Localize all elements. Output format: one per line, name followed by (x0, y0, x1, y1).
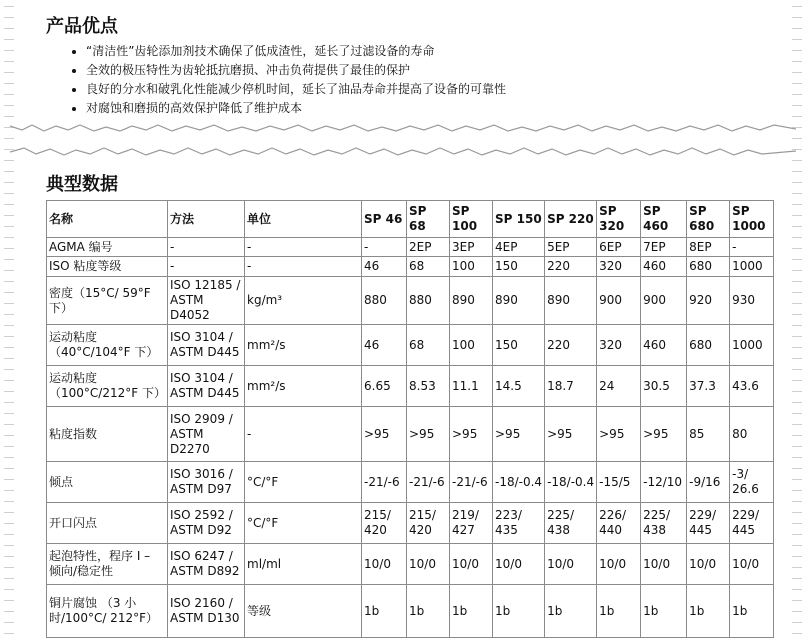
value-cell: 226/ 440 (597, 503, 641, 544)
value-cell: 68 (407, 325, 450, 366)
value-cell: 930 (730, 277, 774, 325)
value-cell: 1b (362, 585, 407, 638)
value-cell: 215/ 420 (362, 503, 407, 544)
value-cell: -15/5 (597, 462, 641, 503)
row-label: 起泡特性，程序 I – 倾向/稳定性 (47, 544, 168, 585)
column-header: 方法 (168, 201, 245, 238)
value-cell: 320 (597, 325, 641, 366)
column-header: 名称 (47, 201, 168, 238)
value-cell: 225/ 438 (641, 503, 687, 544)
method-cell: ISO 6247 / ASTM D892 (168, 544, 245, 585)
value-cell: 10/0 (362, 544, 407, 585)
method-cell: ISO 2592 / ASTM D92 (168, 503, 245, 544)
value-cell: 150 (493, 325, 545, 366)
value-cell: >95 (362, 407, 407, 462)
value-cell: 68 (407, 257, 450, 277)
value-cell: -12/10 (641, 462, 687, 503)
unit-cell: 等级 (245, 585, 362, 638)
value-cell: 10/0 (407, 544, 450, 585)
value-cell: 150 (493, 257, 545, 277)
value-cell: 6.65 (362, 366, 407, 407)
value-cell: 890 (450, 277, 493, 325)
value-cell: 10/0 (687, 544, 730, 585)
value-cell: - (362, 238, 407, 257)
value-cell: 10/0 (450, 544, 493, 585)
value-cell: 223/ 435 (493, 503, 545, 544)
value-cell: -18/-0.4 (545, 462, 597, 503)
unit-cell: °C/°F (245, 503, 362, 544)
value-cell: 2EP (407, 238, 450, 257)
value-cell: -9/16 (687, 462, 730, 503)
unit-cell: mm²/s (245, 366, 362, 407)
left-border-decoration (4, 0, 14, 644)
advantages-list (66, 42, 506, 118)
value-cell: 460 (641, 257, 687, 277)
advantage-item: • 对腐蚀和磨损的高效保护降低了维护成本 (86, 99, 506, 118)
value-cell: 229/ 445 (687, 503, 730, 544)
value-cell: 10/0 (493, 544, 545, 585)
value-cell: 220 (545, 257, 597, 277)
table-header-row (47, 201, 774, 238)
column-header: SP 46 (362, 201, 407, 238)
value-cell: 100 (450, 325, 493, 366)
value-cell: 680 (687, 257, 730, 277)
value-cell: 14.5 (493, 366, 545, 407)
unit-cell: - (245, 257, 362, 277)
value-cell: 8.53 (407, 366, 450, 407)
value-cell: 220 (545, 325, 597, 366)
value-cell: >95 (450, 407, 493, 462)
row-label: 铜片腐蚀 （3 小时/100°C/ 212°F） (47, 585, 168, 638)
value-cell: 3EP (450, 238, 493, 257)
value-cell: 5EP (545, 238, 597, 257)
value-cell: 8EP (687, 238, 730, 257)
section-title-typical-data: 典型数据 (46, 174, 118, 195)
value-cell: 24 (597, 366, 641, 407)
column-header: SP 150 (493, 201, 545, 238)
table-row (47, 462, 774, 503)
typical-data-table (46, 200, 774, 638)
column-header: SP 68 (407, 201, 450, 238)
column-header: SP 460 (641, 201, 687, 238)
value-cell: -21/-6 (450, 462, 493, 503)
unit-cell: - (245, 407, 362, 462)
row-label: 运动粘度 （40°C/104°F 下） (47, 325, 168, 366)
value-cell: -18/-0.4 (493, 462, 545, 503)
row-label: ISO 粘度等级 (47, 257, 168, 277)
unit-cell: mm²/s (245, 325, 362, 366)
column-header: 单位 (245, 201, 362, 238)
table-row (47, 325, 774, 366)
table-row (47, 407, 774, 462)
row-label: 开口闪点 (47, 503, 168, 544)
advantage-item: • 良好的分水和破乳化性能减少停机时间，延长了油品寿命并提高了设备的可靠性 (86, 80, 506, 99)
method-cell: ISO 12185 / ASTM D4052 (168, 277, 245, 325)
value-cell: 680 (687, 325, 730, 366)
value-cell: 30.5 (641, 366, 687, 407)
value-cell: 320 (597, 257, 641, 277)
unit-cell: kg/m³ (245, 277, 362, 325)
torn-edge-bottom (10, 122, 796, 134)
value-cell: 85 (687, 407, 730, 462)
value-cell: 920 (687, 277, 730, 325)
unit-cell: - (245, 238, 362, 257)
value-cell: 80 (730, 407, 774, 462)
value-cell: 1b (687, 585, 730, 638)
value-cell: 10/0 (545, 544, 597, 585)
value-cell: 1b (450, 585, 493, 638)
table-row (47, 544, 774, 585)
value-cell: 1b (545, 585, 597, 638)
value-cell: 10/0 (641, 544, 687, 585)
right-border-decoration (792, 0, 802, 644)
method-cell: ISO 3104 / ASTM D445 (168, 366, 245, 407)
value-cell: 890 (493, 277, 545, 325)
value-cell: >95 (407, 407, 450, 462)
column-header: SP 100 (450, 201, 493, 238)
value-cell: >95 (641, 407, 687, 462)
table-row (47, 257, 774, 277)
method-cell: - (168, 257, 245, 277)
value-cell: 43.6 (730, 366, 774, 407)
unit-cell: °C/°F (245, 462, 362, 503)
value-cell: -21/-6 (362, 462, 407, 503)
method-cell: ISO 2909 / ASTM D2270 (168, 407, 245, 462)
method-cell: - (168, 238, 245, 257)
value-cell: 1b (493, 585, 545, 638)
method-cell: ISO 2160 / ASTM D130 (168, 585, 245, 638)
advantage-item: • “清洁性”齿轮添加剂技术确保了低成渣性，延长了过滤设备的寿命 (86, 42, 506, 61)
row-label: 粘度指数 (47, 407, 168, 462)
value-cell: 18.7 (545, 366, 597, 407)
value-cell: 46 (362, 325, 407, 366)
value-cell: >95 (545, 407, 597, 462)
column-header: SP 1000 (730, 201, 774, 238)
table-row (47, 238, 774, 257)
value-cell: 900 (597, 277, 641, 325)
value-cell: 1000 (730, 325, 774, 366)
value-cell: -21/-6 (407, 462, 450, 503)
method-cell: ISO 3104 / ASTM D445 (168, 325, 245, 366)
value-cell: 10/0 (730, 544, 774, 585)
value-cell: 6EP (597, 238, 641, 257)
value-cell: 1b (641, 585, 687, 638)
value-cell: 219/ 427 (450, 503, 493, 544)
row-label: 倾点 (47, 462, 168, 503)
value-cell: 880 (362, 277, 407, 325)
unit-cell: ml/ml (245, 544, 362, 585)
column-header: SP 320 (597, 201, 641, 238)
value-cell: -3/ 26.6 (730, 462, 774, 503)
value-cell: >95 (493, 407, 545, 462)
value-cell: 880 (407, 277, 450, 325)
column-header: SP 680 (687, 201, 730, 238)
value-cell: 10/0 (597, 544, 641, 585)
value-cell: 460 (641, 325, 687, 366)
value-cell: 900 (641, 277, 687, 325)
value-cell: 1b (407, 585, 450, 638)
column-header: SP 220 (545, 201, 597, 238)
method-cell: ISO 3016 / ASTM D97 (168, 462, 245, 503)
value-cell: 7EP (641, 238, 687, 257)
value-cell: 4EP (493, 238, 545, 257)
row-label: 密度（15°C/ 59°F 下） (47, 277, 168, 325)
value-cell: 1b (730, 585, 774, 638)
value-cell: >95 (597, 407, 641, 462)
value-cell: 215/ 420 (407, 503, 450, 544)
value-cell: 11.1 (450, 366, 493, 407)
row-label: AGMA 编号 (47, 238, 168, 257)
value-cell: 37.3 (687, 366, 730, 407)
value-cell: 225/ 438 (545, 503, 597, 544)
section-title-advantages: 产品优点 (46, 16, 118, 37)
value-cell: 229/ 445 (730, 503, 774, 544)
value-cell: 1b (597, 585, 641, 638)
table-row (47, 503, 774, 544)
value-cell: 46 (362, 257, 407, 277)
value-cell: 1000 (730, 257, 774, 277)
value-cell: 890 (545, 277, 597, 325)
torn-edge-top (10, 146, 796, 158)
row-label: 运动粘度 （100°C/212°F 下） (47, 366, 168, 407)
table-row (47, 366, 774, 407)
value-cell: - (730, 238, 774, 257)
table-row (47, 277, 774, 325)
table-row (47, 585, 774, 638)
advantage-item: • 全效的极压特性为齿轮抵抗磨损、冲击负荷提供了最佳的保护 (86, 61, 506, 80)
value-cell: 100 (450, 257, 493, 277)
